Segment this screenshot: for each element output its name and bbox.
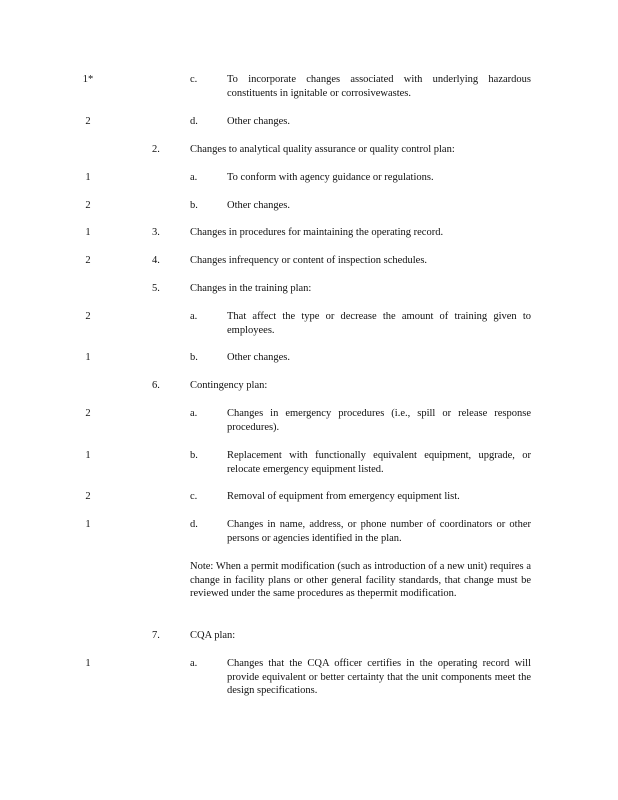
item-text: Changes in name, address, or phone number of coordinators or other persons or agencies identified in the plan. bbox=[227, 519, 531, 544]
item-text: Other changes. bbox=[227, 116, 290, 127]
note-paragraph: Note: When a permit modification (such as introduction of a new unit) requires a change in facility plans or other general facility standards, that change must be reviewed under the same procedures as thepermit modification. bbox=[190, 561, 531, 599]
item-text: CQA plan: bbox=[190, 630, 236, 641]
item-text: Changes infrequency or content of inspection schedules. bbox=[190, 255, 428, 266]
item-letter: a. bbox=[190, 658, 198, 669]
item-text: Contingency plan: bbox=[190, 380, 268, 391]
class-number: 1 bbox=[85, 227, 91, 238]
item-letter: c. bbox=[190, 74, 198, 85]
class-number: 1 bbox=[85, 658, 91, 669]
item-text: Changes in procedures for maintaining the operating record. bbox=[190, 227, 444, 238]
class-number: 2 bbox=[85, 200, 91, 211]
item-number: 5. bbox=[152, 283, 160, 294]
class-number: 1 bbox=[85, 172, 91, 183]
item-letter: a. bbox=[190, 408, 198, 419]
item-text: Changes in the training plan: bbox=[190, 283, 312, 294]
item-letter: b. bbox=[190, 200, 198, 211]
class-number: 2 bbox=[85, 408, 91, 419]
item-number: 6. bbox=[152, 380, 160, 391]
item-text: To incorporate changes associated with underlying hazardous constituents in ignitable or corrosivewastes. bbox=[227, 74, 531, 99]
item-text: Other changes. bbox=[227, 200, 290, 211]
class-number: 1 bbox=[85, 450, 91, 461]
item-letter: a. bbox=[190, 311, 198, 322]
item-letter: c. bbox=[190, 491, 198, 502]
item-letter: d. bbox=[190, 116, 198, 127]
class-number: 2 bbox=[85, 491, 91, 502]
class-number: 1* bbox=[82, 74, 94, 85]
item-letter: a. bbox=[190, 172, 198, 183]
class-number: 2 bbox=[85, 255, 91, 266]
item-number: 2. bbox=[152, 144, 160, 155]
item-letter: d. bbox=[190, 519, 198, 530]
item-number: 7. bbox=[152, 630, 160, 641]
item-number: 4. bbox=[152, 255, 160, 266]
class-number: 1 bbox=[85, 519, 91, 530]
item-number: 3. bbox=[152, 227, 160, 238]
item-text: Changes to analytical quality assurance or quality control plan: bbox=[190, 144, 455, 155]
class-number: 2 bbox=[85, 116, 91, 127]
item-text: Other changes. bbox=[227, 352, 290, 363]
item-text: Replacement with functionally equivalent equipment, upgrade, or relocate emergency equipment listed. bbox=[227, 450, 531, 475]
item-text: Changes that the CQA officer certifies in the operating record will provide equivalent or better certainty that the unit components meet the design specifications. bbox=[227, 658, 531, 696]
item-text: That affect the type or decrease the amount of training given to employees. bbox=[227, 311, 531, 336]
class-number: 1 bbox=[85, 352, 91, 363]
item-letter: b. bbox=[190, 450, 198, 461]
item-text: To conform with agency guidance or regulations. bbox=[227, 172, 434, 183]
item-letter: b. bbox=[190, 352, 198, 363]
item-text: Removal of equipment from emergency equipment list. bbox=[227, 491, 460, 502]
item-text: Changes in emergency procedures (i.e., spill or release response procedures). bbox=[227, 408, 531, 433]
class-number: 2 bbox=[85, 311, 91, 322]
